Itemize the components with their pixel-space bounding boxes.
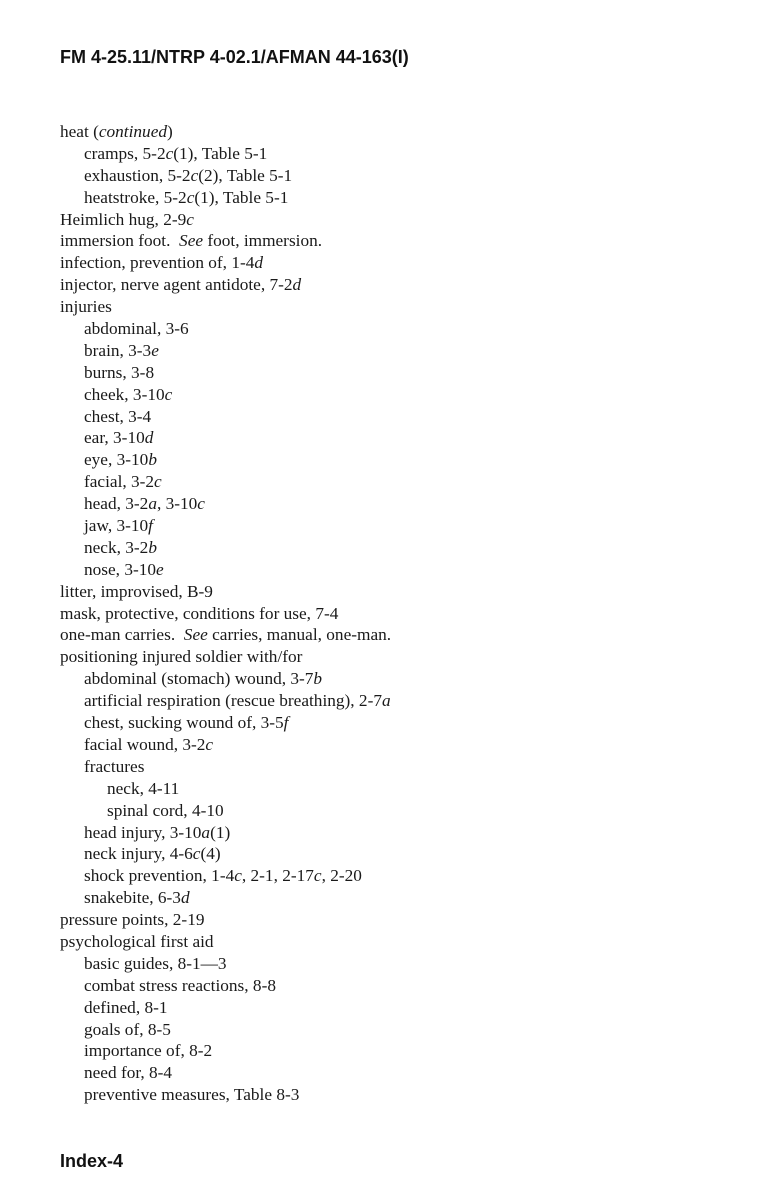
index-entry: [60, 230, 391, 252]
index-subentry: [60, 340, 391, 362]
entry-text: facial, 3-2: [84, 472, 155, 492]
entry-text: ear, 3-10: [84, 428, 145, 448]
entry-text: immersion foot.: [60, 231, 180, 251]
index-subentry: [60, 362, 391, 384]
entry-text: a: [381, 691, 391, 711]
index-subentry: [60, 318, 391, 340]
entry-text: abdominal (stomach) wound, 3-7: [84, 669, 314, 689]
index-subentry: [60, 712, 391, 734]
entry-text: (1), Table 5-1: [194, 187, 289, 207]
entry-text: burns, 3-8: [84, 362, 155, 382]
entry-text: shock prevention, 1-4: [84, 866, 235, 886]
entry-text: ): [167, 122, 173, 141]
index-subentry: [60, 734, 391, 756]
index-subentry: [60, 1084, 391, 1106]
page-footer: Index-4: [60, 1151, 124, 1171]
entry-text: goals of, 8-5: [84, 1019, 171, 1039]
index-subentry: [60, 778, 391, 800]
index-subentry: [60, 165, 391, 187]
entry-text: chest, 3-4: [84, 406, 152, 426]
index-subentry: [60, 865, 391, 887]
entry-text: defined, 8-1: [84, 997, 168, 1017]
entry-text: a: [148, 494, 157, 514]
entry-text: , 3-10: [156, 494, 198, 514]
entry-text: c: [164, 384, 173, 404]
entry-text: a: [201, 822, 211, 842]
entry-text: positioning injured soldier with/for: [60, 647, 303, 667]
index-entry: [60, 296, 391, 318]
index-subentry: [60, 800, 391, 822]
entry-text: eye, 3-10: [84, 450, 149, 470]
entry-text: spinal cord, 4-10: [107, 800, 224, 820]
entry-text: d: [292, 275, 302, 295]
index-subentry: [60, 143, 391, 165]
entry-text: head injury, 3-10: [84, 822, 202, 842]
entry-text: c: [165, 143, 174, 163]
entry-text: facial wound, 3-2: [84, 734, 206, 754]
entry-text: continued: [98, 122, 168, 141]
entry-text: c: [205, 734, 214, 754]
entry-text: neck, 4-11: [107, 778, 180, 798]
index-subentry: [60, 427, 391, 449]
entry-text: pressure points, 2-19: [60, 910, 205, 930]
index-subentry: [60, 756, 391, 778]
entry-text: d: [144, 428, 154, 448]
index-entry: [60, 121, 391, 143]
index-entry: [60, 624, 391, 646]
entry-text: c: [197, 494, 205, 514]
index-entry: [60, 931, 391, 953]
page-header: FM 4-25.11/NTRP 4-02.1/AFMAN 44-163(I): [60, 47, 409, 67]
entry-text: snakebite, 6-3: [84, 888, 181, 908]
entry-text: cramps, 5-2: [84, 143, 166, 163]
entry-text: jaw, 3-10: [84, 516, 149, 536]
index-subentry: [60, 537, 391, 559]
index-subentry: [60, 822, 391, 844]
entry-text: (1), Table 5-1: [173, 143, 268, 163]
index-entry: [60, 581, 391, 603]
entry-text: foot, immersion.: [203, 231, 323, 251]
entry-text: b: [148, 450, 157, 470]
entry-text: neck injury, 4-6: [84, 844, 193, 864]
entry-text: c: [186, 209, 194, 229]
entry-text: , 2-1, 2-17: [241, 866, 314, 886]
entry-text: nose, 3-10: [84, 559, 156, 579]
index-entry: [60, 603, 391, 625]
entry-text: exhaustion, 5-2: [84, 165, 191, 185]
entry-text: importance of, 8-2: [84, 1041, 213, 1061]
entry-text: c: [234, 866, 242, 886]
entry-text: d: [180, 888, 190, 908]
index-subentry: [60, 471, 391, 493]
index-subentry: [60, 515, 391, 537]
index-subentry: [60, 690, 391, 712]
entry-text: e: [156, 559, 164, 579]
entry-text: c: [190, 165, 199, 185]
entry-text: heat (: [60, 122, 99, 141]
entry-text: b: [148, 537, 157, 557]
entry-text: head, 3-2: [84, 494, 149, 514]
entry-text: (2), Table 5-1: [198, 165, 293, 185]
entry-text: Heimlich hug, 2-9: [60, 209, 187, 229]
entry-text: brain, 3-3: [84, 340, 152, 360]
index-subentry: [60, 493, 391, 515]
entry-text: cheek, 3-10: [84, 384, 165, 404]
index-entry: [60, 274, 391, 296]
entry-text: neck, 3-2: [84, 537, 149, 557]
index-entry: [60, 909, 391, 931]
entry-text: chest, sucking wound of, 3-5: [84, 713, 284, 733]
index-subentry: [60, 559, 391, 581]
entry-text: c: [186, 187, 195, 207]
entry-text: c: [313, 866, 322, 886]
index-subentry: [60, 843, 391, 865]
index-entries: [60, 121, 391, 1106]
entry-text: (1): [210, 822, 231, 842]
entry-text: preventive measures, Table 8-3: [84, 1085, 300, 1105]
entry-text: injuries: [60, 297, 112, 317]
entry-text: heatstroke, 5-2: [84, 187, 187, 207]
entry-text: f: [283, 713, 289, 733]
index-subentry: [60, 887, 391, 909]
entry-text: f: [148, 516, 153, 536]
entry-text: infection, prevention of, 1-4: [60, 253, 255, 273]
entry-text: See: [183, 625, 208, 645]
index-entry: [60, 646, 391, 668]
entry-text: c: [154, 472, 162, 492]
index-subentry: [60, 1019, 391, 1041]
entry-text: litter, improvised, B-9: [60, 581, 213, 601]
index-subentry: [60, 384, 391, 406]
entry-text: e: [151, 340, 159, 360]
entry-text: one-man carries.: [60, 625, 184, 645]
entry-text: d: [254, 253, 263, 273]
entry-text: need for, 8-4: [84, 1063, 173, 1083]
entry-text: basic guides, 8-1—3: [84, 953, 227, 973]
index-subentry: [60, 668, 391, 690]
index-entry: [60, 209, 391, 231]
index-entry: [60, 252, 391, 274]
entry-text: combat stress reactions, 8-8: [84, 975, 276, 995]
entry-text: See: [179, 231, 204, 251]
entry-text: artificial respiration (rescue breathing), 2-7: [84, 691, 382, 711]
index-subentry: [60, 953, 391, 975]
entry-text: injector, nerve agent antidote, 7-2: [60, 275, 293, 295]
entry-text: fractures: [84, 756, 145, 776]
entry-text: carries, manual, one-man.: [207, 625, 392, 645]
index-subentry: [60, 997, 391, 1019]
index-subentry: [60, 1040, 391, 1062]
entry-text: c: [192, 844, 201, 864]
entry-text: psychological first aid: [60, 931, 214, 951]
index-subentry: [60, 449, 391, 471]
entry-text: , 2-20: [321, 866, 362, 886]
index-subentry: [60, 187, 391, 209]
entry-text: abdominal, 3-6: [84, 319, 189, 339]
index-subentry: [60, 1062, 391, 1084]
entry-text: mask, protective, conditions for use, 7-4: [60, 603, 339, 623]
entry-text: b: [313, 669, 323, 689]
entry-text: (4): [200, 844, 221, 864]
index-subentry: [60, 406, 391, 428]
index-subentry: [60, 975, 391, 997]
